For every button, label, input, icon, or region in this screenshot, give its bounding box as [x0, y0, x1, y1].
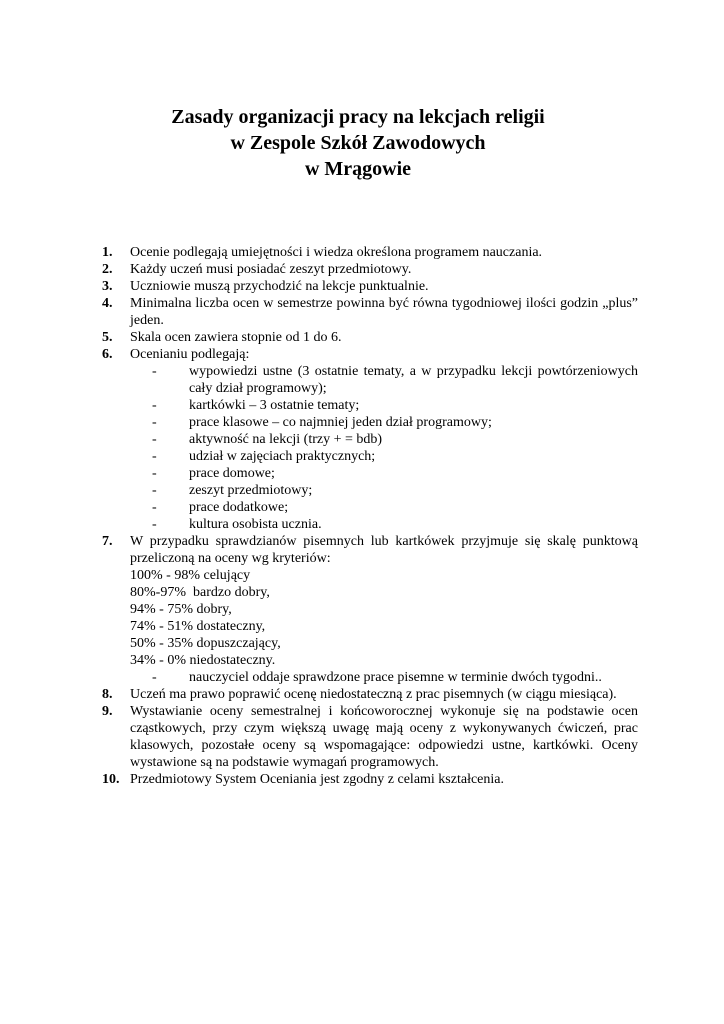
list-item-5: [102, 329, 638, 346]
subitem: [130, 414, 638, 431]
dash-marker: -: [152, 398, 157, 413]
item-text: Ocenianiu podlegają:: [130, 347, 250, 362]
item-number: 8.: [102, 687, 113, 702]
item-text: W przypadku sprawdzianów pisemnych lub kartkówek przyjmuje się skalę punktową przeliczoną na oceny wg kryteriów:: [130, 534, 638, 566]
item-text: Uczeń ma prawo poprawić ocenę niedostateczną z prac pisemnych (w ciągu miesiąca).: [130, 687, 617, 702]
item-number: 5.: [102, 330, 113, 345]
scale-row: 100% - 98% celujący: [130, 568, 251, 583]
item-text: Minimalna liczba ocen w semestrze powinna być równa tygodniowej ilości godzin „plus” jeden.: [130, 296, 638, 328]
subitem-text: kultura osobista ucznia.: [189, 517, 322, 532]
subitem-text: wypowiedzi ustne (3 ostatnie tematy, a w przypadku lekcji powtórzeniowych cały dział programowy);: [189, 364, 638, 396]
scale-row: 80%-97% bardzo dobry,: [130, 585, 270, 600]
item-number: 9.: [102, 704, 113, 719]
list-item-7: [102, 533, 638, 686]
subitem: [130, 499, 638, 516]
list-item-3: [102, 278, 638, 295]
dash-marker: -: [152, 449, 157, 464]
list-item-9: [102, 703, 638, 771]
item-text: Przedmiotowy System Oceniania jest zgodny z celami kształcenia.: [130, 772, 504, 787]
subitem-text: aktywność na lekcji (trzy + = bdb): [189, 432, 383, 447]
title-line-2: w Zespole Szkół Zawodowych: [230, 132, 486, 154]
page-title: [0, 104, 716, 182]
dash-marker: -: [152, 432, 157, 447]
subitem: [130, 516, 638, 533]
item-number: 1.: [102, 245, 113, 260]
subitem: [130, 669, 638, 686]
subitem-text: udział w zajęciach praktycznych;: [189, 449, 376, 464]
subitem: [130, 363, 638, 397]
dash-marker: -: [152, 517, 157, 532]
title-line-3: w Mrągowie: [304, 158, 412, 180]
subitem: [130, 482, 638, 499]
scale-row: 50% - 35% dopuszczający,: [130, 636, 281, 651]
subitem: [130, 465, 638, 482]
list-item-8: [102, 686, 638, 703]
item-text: Ocenie podlegają umiejętności i wiedza określona programem nauczania.: [130, 245, 543, 260]
grading-note: [130, 669, 638, 686]
item-number: 10.: [102, 772, 120, 787]
subitem-text: kartkówki – 3 ostatnie tematy;: [189, 398, 360, 413]
dash-marker: -: [152, 466, 157, 481]
assessment-subitems: [130, 363, 638, 533]
grading-scale: [130, 567, 638, 669]
dash-marker: -: [152, 483, 157, 498]
subitem-text: prace domowe;: [189, 466, 275, 481]
scale-row: 74% - 51% dostateczny,: [130, 619, 266, 634]
list-item-1: [102, 244, 638, 261]
item-number: 4.: [102, 296, 113, 311]
item-number: 6.: [102, 347, 113, 362]
item-number: 3.: [102, 279, 113, 294]
subitem: [130, 431, 638, 448]
item-text: Skala ocen zawiera stopnie od 1 do 6.: [130, 330, 342, 345]
subitem: [130, 397, 638, 414]
subitem-text: prace klasowe – co najmniej jeden dział programowy;: [189, 415, 492, 430]
subitem-text: prace dodatkowe;: [189, 500, 289, 515]
subitem-text: zeszyt przedmiotowy;: [189, 483, 313, 498]
dash-marker: -: [152, 500, 157, 515]
dash-marker: -: [152, 364, 157, 379]
scale-row: 34% - 0% niedostateczny.: [130, 653, 276, 668]
scale-row: 94% - 75% dobry,: [130, 602, 232, 617]
item-text: Wystawianie oceny semestralnej i końcoworocznej wykonuje się na podstawie ocen cząstkowych, przy czym większą uwagę mają oceny z wykonywanych ćwiczeń, prac klasowych, pozostałe oceny są wspomagające: odpowiedzi ustne, kartkówki. Oceny wystawione są na podstawie wymagań programowych.: [130, 704, 638, 770]
item-number: 7.: [102, 534, 113, 549]
list-item-6: [102, 346, 638, 533]
title-line-1: Zasady organizacji pracy na lekcjach religii: [171, 106, 545, 128]
dash-marker: -: [152, 670, 157, 685]
item-number: 2.: [102, 262, 113, 277]
list-item-2: [102, 261, 638, 278]
subitem: [130, 448, 638, 465]
subitem-text: nauczyciel oddaje sprawdzone prace pisemne w terminie dwóch tygodni..: [189, 670, 602, 685]
list-item-4: [102, 295, 638, 329]
dash-marker: -: [152, 415, 157, 430]
item-text: Uczniowie muszą przychodzić na lekcje punktualnie.: [130, 279, 429, 294]
rules-list: [102, 244, 638, 788]
list-item-10: [102, 771, 638, 788]
item-text: Każdy uczeń musi posiadać zeszyt przedmiotowy.: [130, 262, 412, 277]
